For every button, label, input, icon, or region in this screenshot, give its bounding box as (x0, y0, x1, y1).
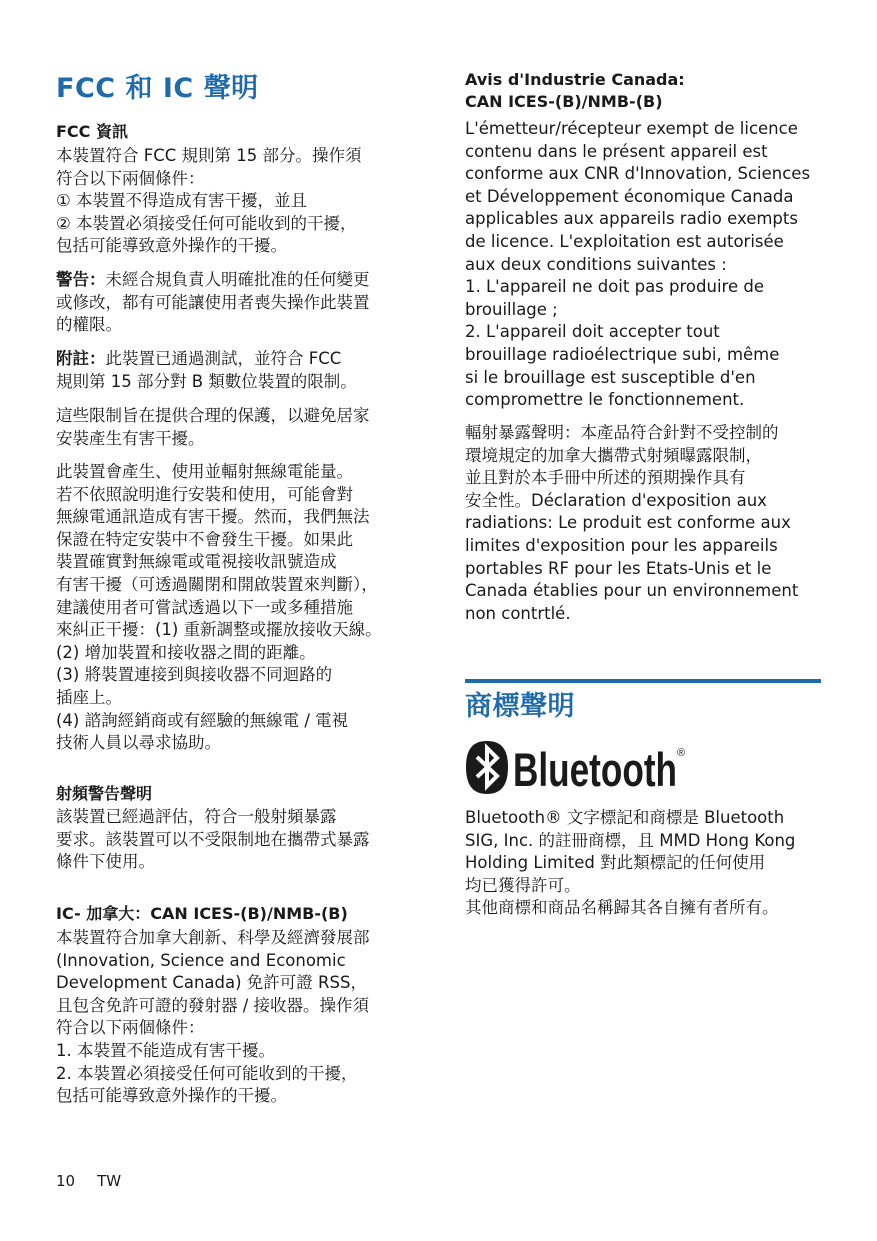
text-line: 要求。該裝置可以不受限制地在攜帶式暴露 (56, 829, 370, 849)
text-line: et Développement économique Canada (465, 186, 794, 206)
text-line: 其他商標和商品名稱歸其各自擁有者所有。 (465, 898, 779, 918)
text-line: radiations: Le produit est conforme aux (465, 513, 791, 533)
text-line: 有害干擾（可透過關閉和開啟裝置來判斷）， (56, 574, 378, 594)
page-title: FCC 和 IC 聲明 (56, 73, 259, 104)
text-line: (Innovation, Science and Economic (56, 950, 346, 970)
text-line: Canada établies pour un environnement (465, 581, 799, 601)
limits-paragraph (56, 405, 370, 450)
text-line: 符合以下兩個條件： (56, 1018, 205, 1038)
avis-heading-line-2: CAN ICES-(B)/NMB-(B) (465, 92, 663, 111)
warning-line-2: 或修改，都有可能讓使用者喪失操作此裝置 (56, 292, 370, 312)
avis-paragraph (465, 118, 810, 412)
language-code: TW (97, 1172, 122, 1190)
text-line: 輻射暴露聲明：本產品符合針對不受控制的 (465, 423, 779, 442)
fcc-heading: FCC 資訊 (56, 122, 128, 141)
page-footer (56, 1172, 143, 1190)
text-line: non contrtlé. (465, 603, 571, 623)
text-line: Holding Limited 對此類標記的任何使用 (465, 853, 766, 873)
text-line: Bluetooth® 文字標記和商標是 Bluetooth (465, 808, 785, 827)
text-line: portables RF pour les Etats-Unis et le (465, 558, 772, 578)
text-line: 包括可能導致意外操作的干擾。 (56, 236, 287, 256)
text-line: 插座上。 (56, 687, 122, 707)
bluetooth-wordmark: Bluetooth (513, 743, 677, 796)
text-line: 來糾正干擾：(1) 重新調整或擺放接收天線。 (56, 620, 382, 640)
interference-paragraph (56, 461, 382, 755)
text-line: brouillage ; (465, 299, 558, 319)
text-line: conforme aux CNR d'Innovation, Sciences (465, 164, 811, 184)
text-line: 若不依照說明進行安裝和使用，可能會對 (56, 484, 353, 504)
text-line: SIG, Inc. 的註冊商標，且 MMD Hong Kong (465, 830, 796, 850)
trademark-title: 商標聲明 (465, 691, 575, 722)
text-line: contenu dans le présent appareil est (465, 141, 768, 161)
text-line: 包括可能導致意外操作的干擾。 (56, 1086, 287, 1106)
text-line: applicables aux appareils radio exempts (465, 209, 798, 229)
text-line: brouillage radioélectrique subi, même (465, 344, 780, 364)
text-line: de licence. L'exploitation est autorisée (465, 231, 784, 251)
text-line: 此裝置會產生、使用並輻射無線電能量。 (56, 462, 353, 481)
text-line: (3) 將裝置連接到與接收器不同迴路的 (56, 665, 333, 685)
text-line: 裝置確實對無線電或電視接收訊號造成 (56, 552, 337, 572)
warning-line-3: 的權限。 (56, 315, 122, 335)
text-line: ② 本裝置必須接受任何可能收到的干擾， (56, 213, 357, 233)
text-line: 1. 本裝置不能造成有害干擾。 (56, 1040, 275, 1060)
radiation-paragraph (465, 422, 798, 625)
text-line: 無線電通訊造成有害干擾。然而，我們無法 (56, 507, 370, 527)
note-label: 附註： (56, 349, 106, 368)
avis-heading (465, 69, 685, 113)
text-line: 該裝置已經過評估，符合一般射頻暴露 (56, 807, 337, 826)
avis-heading-line-1: Avis d'Industrie Canada: (465, 70, 685, 89)
warning-line-1: 未經合規負責人明確批准的任何變更 (105, 270, 370, 289)
text-line: 本裝置符合 FCC 規則第 15 部分。操作須 (56, 146, 362, 165)
note-line-1: 此裝置已通過測試，並符合 FCC (105, 349, 342, 368)
text-line: 符合以下兩個條件： (56, 168, 205, 188)
fcc-intro (56, 145, 362, 258)
text-line: (4) 諮詢經銷商或有經驗的無線電 / 電視 (56, 710, 349, 730)
warning-paragraph (56, 269, 370, 337)
ic-paragraph (56, 927, 370, 1108)
text-line: 2. L'appareil doit accepter tout (465, 322, 720, 342)
text-line: 並且對於本手冊中所述的預期操作具有 (465, 468, 746, 488)
trademark-paragraph (465, 807, 795, 920)
text-line: 條件下使用。 (56, 852, 155, 872)
rf-heading: 射頻警告聲明 (56, 784, 153, 803)
text-line: L'émetteur/récepteur exempt de licence (465, 119, 798, 138)
text-line: limites d'exposition pour les appareils (465, 535, 778, 555)
text-line: 均已獲得許可。 (465, 875, 581, 895)
text-line: 這些限制旨在提供合理的保護，以避免居家 (56, 406, 370, 425)
rf-paragraph (56, 806, 370, 874)
text-line: si le brouillage est susceptible d'en (465, 367, 756, 387)
note-paragraph (56, 348, 357, 393)
section-divider (465, 679, 821, 683)
text-line: 保證在特定安裝中不會發生干擾。如果此 (56, 529, 353, 549)
text-line: 且包含免許可證的發射器 / 接收器。操作須 (56, 995, 370, 1015)
text-line: ① 本裝置不得造成有害干擾，並且 (56, 191, 308, 211)
text-line: 技術人員以尋求協助。 (56, 733, 221, 753)
bluetooth-rune-icon (466, 741, 508, 794)
note-line-2: 規則第 15 部分對 B 類數位裝置的限制。 (56, 371, 357, 391)
bluetooth-logo (465, 740, 695, 796)
text-line: 2. 本裝置必須接受任何可能收到的干擾， (56, 1063, 358, 1083)
warning-label: 警告： (56, 270, 106, 289)
text-line: Development Canada) 免許可證 RSS， (56, 973, 367, 993)
registered-mark: ® (677, 747, 686, 759)
text-line: 安裝產生有害干擾。 (56, 428, 205, 448)
text-line: 1. L'appareil ne doit pas produire de (465, 277, 764, 297)
text-line: 環境規定的加拿大攜帶式射頻曝露限制， (465, 445, 762, 465)
text-line: compromettre le fonctionnement. (465, 390, 745, 410)
text-line: 安全性。Déclaration d'exposition aux (465, 490, 767, 510)
text-line: (2) 增加裝置和接收器之間的距離。 (56, 642, 316, 662)
ic-heading: IC- 加拿大：CAN ICES-(B)/NMB-(B) (56, 904, 348, 923)
text-line: 本裝置符合加拿大創新、科學及經濟發展部 (56, 928, 370, 947)
text-line: aux deux conditions suivantes : (465, 254, 727, 274)
page-number: 10 (56, 1172, 76, 1190)
text-line: 建議使用者可嘗試透過以下一或多種措施 (56, 597, 353, 617)
